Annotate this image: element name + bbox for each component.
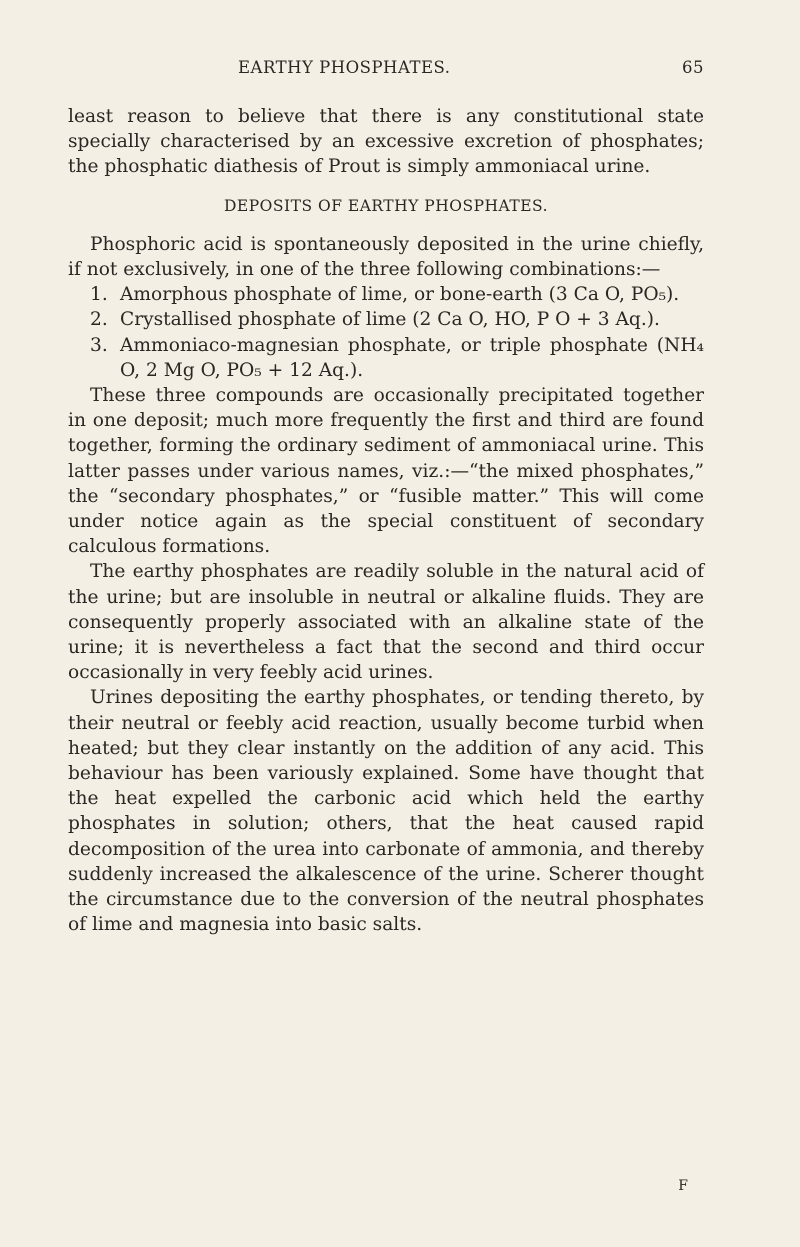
- signature-mark: F: [678, 1178, 688, 1194]
- running-title: EARTHY PHOSPHATES.: [238, 58, 451, 77]
- opening-paragraph: least reason to believe that there is any constitutional state specially characterised by an excessive excretion of phosphates; the phosphatic diathesis of Prout is simply ammoniacal urine.: [68, 106, 704, 178]
- list-item-number: 2.: [90, 309, 108, 331]
- list-item: [68, 333, 704, 383]
- combinations-list: [68, 282, 704, 383]
- section-heading: DEPOSITS OF EARTHY PHOSPHATES.: [223, 196, 549, 215]
- intro-paragraph: Phosphoric acid is spontaneously deposited in the urine chiefly, if not exclusively, in one of the three following combinations:—: [68, 233, 704, 281]
- paragraph-solubility: The earthy phosphates are readily soluble in the natural acid of the urine; but are insoluble in neutral or alkaline fluids. They are consequently properly associated with an alkaline state of the urine; it is nevertheless a fact that the second and third occur occasionally in very feebly acid urines.: [68, 561, 704, 684]
- list-item-text: Crystallised phosphate of lime (2 Ca O, HO, P O + 3 Aq.).: [120, 309, 660, 331]
- running-head: [68, 56, 704, 84]
- list-item: [68, 307, 704, 332]
- book-page: [68, 56, 704, 938]
- list-item-text: Ammoniaco-magnesian phosphate, or triple phosphate (NH₄ O, 2 Mg O, PO₅ + 12 Aq.).: [120, 334, 704, 381]
- list-item-number: 3.: [90, 334, 108, 356]
- list-item: [68, 282, 704, 307]
- paragraph-urines: Urines depositing the earthy phosphates, or tending thereto, by their neutral or feebly acid reaction, usually become turbid when heated; but they clear instantly on the addition of any acid. This behaviour has been variously explained. Some have thought that the heat expelled the carbonic acid which held the earthy phosphates in solution; others, that the heat caused rapid decomposition of the urea into carbonate of ammonia, and thereby suddenly increased the alkalescence of the urine. Scherer thought the circumstance due to the conversion of the neutral phosphates of lime and magnesia into basic salts.: [68, 687, 704, 936]
- paragraph-compounds: These three compounds are occasionally precipitated together in one deposit; much more frequently the first and third are found together, forming the ordinary sediment of ammoniacal urine. This latter passes under various names, viz.:—“the mixed phosphates,” the “secondary phosphates,” or “fusible matter.” This will come under notice again as the special constituent of secondary calculous formations.: [68, 385, 704, 558]
- list-item-text: Amorphous phosphate of lime, or bone-earth (3 Ca O, PO₅).: [120, 284, 680, 306]
- body-text: [68, 104, 704, 938]
- list-item-number: 1.: [90, 284, 108, 306]
- page-number: 65: [682, 58, 704, 77]
